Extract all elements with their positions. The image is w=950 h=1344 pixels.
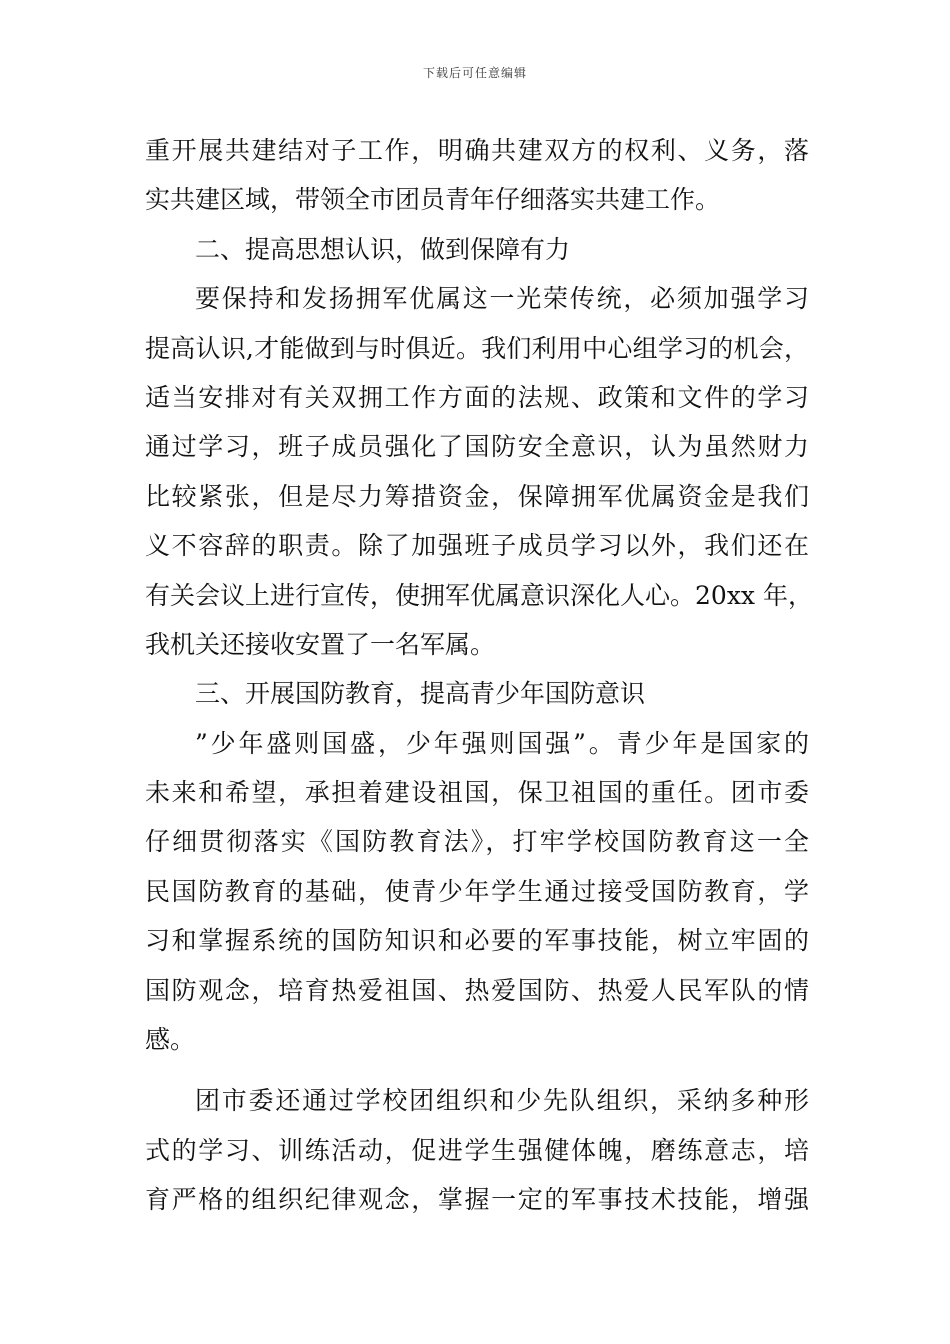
text-line: 式的学习、训练活动，促进学生强健体魄，磨练意志，培 xyxy=(145,1135,809,1165)
page-header: 下载后可任意编辑 xyxy=(422,66,527,80)
text-line: 育严格的组织纪律观念，掌握一定的军事技术技能，增强 xyxy=(145,1185,809,1215)
text-line: 三、开展国防教育，提高青少年国防意识 xyxy=(195,679,646,709)
text-line: 感。 xyxy=(145,1025,196,1055)
document-body xyxy=(145,126,813,1225)
text-line: 比较紧张，但是尽力筹措资金，保障拥军优属资金是我们 xyxy=(145,481,809,511)
text-line: 仔细贯彻落实《国防教育法》，打牢学校国防教育这一全 xyxy=(145,827,809,857)
text-line: 提高认识,才能做到与时俱近。我们利用中心组学习的机会， xyxy=(145,333,809,363)
text-line: 团市委还通过学校团组织和少先队组织，采纳多种形 xyxy=(195,1086,809,1116)
text-line: 我机关还接收安置了一名军属。 xyxy=(145,629,496,659)
text-line: 适当安排对有关双拥工作方面的法规、政策和文件的学习 xyxy=(145,382,809,412)
text-line: 二、提高思想认识，做到保障有力 xyxy=(195,234,571,264)
text-line: 有关会议上进行宣传，使拥军优属意识深化人心。20xx 年， xyxy=(145,580,813,610)
text-line: 习和掌握系统的国防知识和必要的军事技能，树立牢固的 xyxy=(145,926,809,956)
text-line: 义不容辞的职责。除了加强班子成员学习以外，我们还在 xyxy=(145,531,809,561)
text-line: 国防观念，培育热爱祖国、热爱国防、热爱人民军队的情 xyxy=(145,975,809,1005)
text-line: ”少年盛则国盛，少年强则国强”。青少年是国家的 xyxy=(195,728,809,758)
text-line: 实共建区域，带领全市团员青年仔细落实共建工作。 xyxy=(145,185,721,215)
text-line: 重开展共建结对子工作，明确共建双方的权利、义务，落 xyxy=(145,136,809,165)
paragraph-gap xyxy=(145,1064,809,1076)
text-line: 通过学习，班子成员强化了国防安全意识，认为虽然财力 xyxy=(145,432,809,462)
text-line: 民国防教育的基础，使青少年学生通过接受国防教育，学 xyxy=(145,876,809,906)
text-line: 要保持和发扬拥军优属这一光荣传统，必须加强学习 xyxy=(195,284,809,314)
text-line: 未来和希望，承担着建设祖国，保卫祖国的重任。团市委 xyxy=(145,778,809,808)
